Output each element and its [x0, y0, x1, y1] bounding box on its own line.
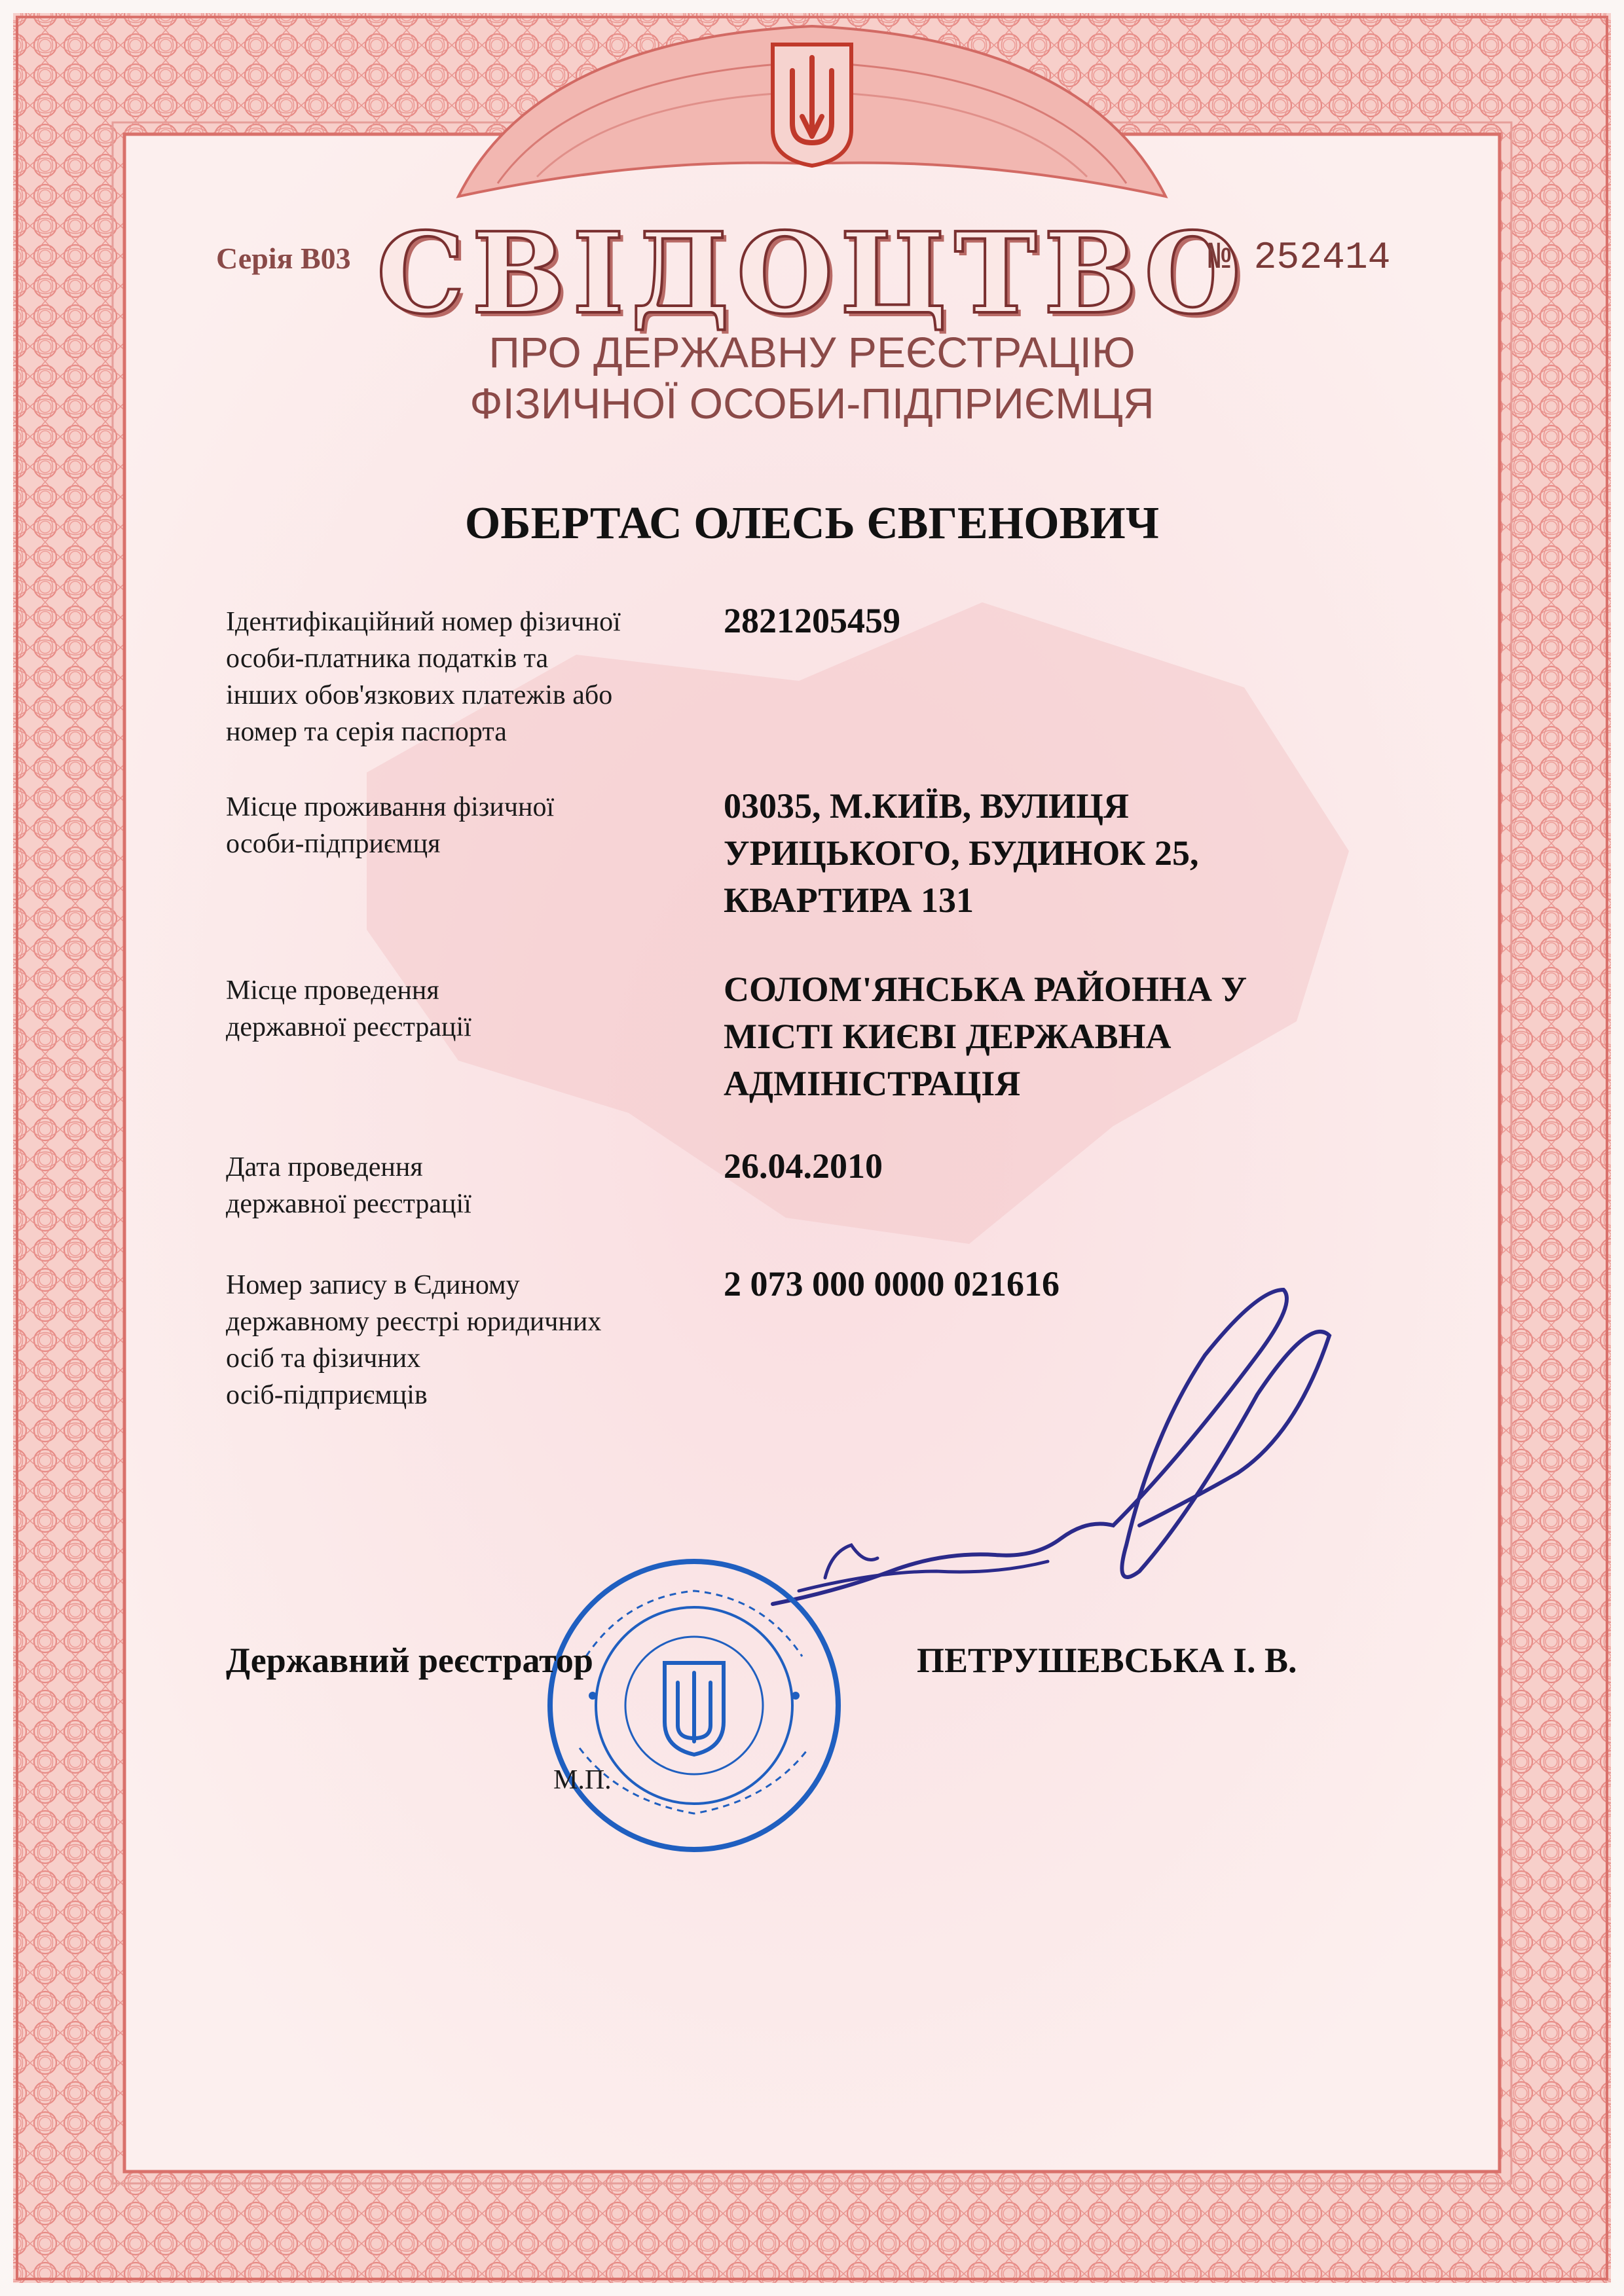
subtitle-line-2: ФІЗИЧНОЇ ОСОБИ-ПІДПРИЄМЦЯ	[470, 379, 1154, 428]
residence-value: 03035, М.КИЇВ, ВУЛИЦЯ УРИЦЬКОГО, БУДИНОК 25, КВАРТИРА 131	[724, 786, 1199, 920]
subtitle-line-1: ПРО ДЕРЖАВНУ РЕЄСТРАЦІЮ	[489, 328, 1135, 376]
holder-name: ОБЕРТАС ОЛЕСЬ ЄВГЕНОВИЧ	[464, 498, 1160, 549]
registration-date-label: Дата проведення державної реєстрації	[226, 1152, 471, 1219]
residence-label: Місце проживання фізичної особи-підприємця	[226, 792, 555, 859]
record-number-value: 2 073 000 0000 021616	[724, 1264, 1060, 1303]
registration-place-label: Місце проведення державної реєстрації	[226, 975, 471, 1042]
registration-date-value: 26.04.2010	[724, 1146, 883, 1186]
document-title: СВІДОЦТВО	[376, 208, 1248, 339]
tax-id-value: 2821205459	[724, 601, 900, 640]
tax-id-label: Ідентифікаційний номер фізичної особи-платника податків та інших обов'язкових платежів або номер та серія паспорта	[226, 607, 621, 747]
registrar-label: Державний реєстратор	[226, 1641, 593, 1680]
trident-emblem-icon	[766, 38, 858, 169]
registration-place-value: СОЛОМ'ЯНСЬКА РАЙОННА У МІСТІ КИЄВІ ДЕРЖАВНА АДМІНІСТРАЦІЯ	[724, 970, 1247, 1103]
registrar-name: ПЕТРУШЕВСЬКА І. В.	[917, 1641, 1297, 1680]
document-number: № 252414	[1208, 237, 1391, 280]
record-number-label: Номер запису в Єдиному державному реєстрі юридичних осіб та фізичних осіб-підприємців	[226, 1270, 602, 1410]
seal-place-mark: М.П.	[553, 1765, 612, 1795]
serial-text: Серія В03	[216, 242, 351, 275]
official-seal	[540, 1552, 848, 1859]
